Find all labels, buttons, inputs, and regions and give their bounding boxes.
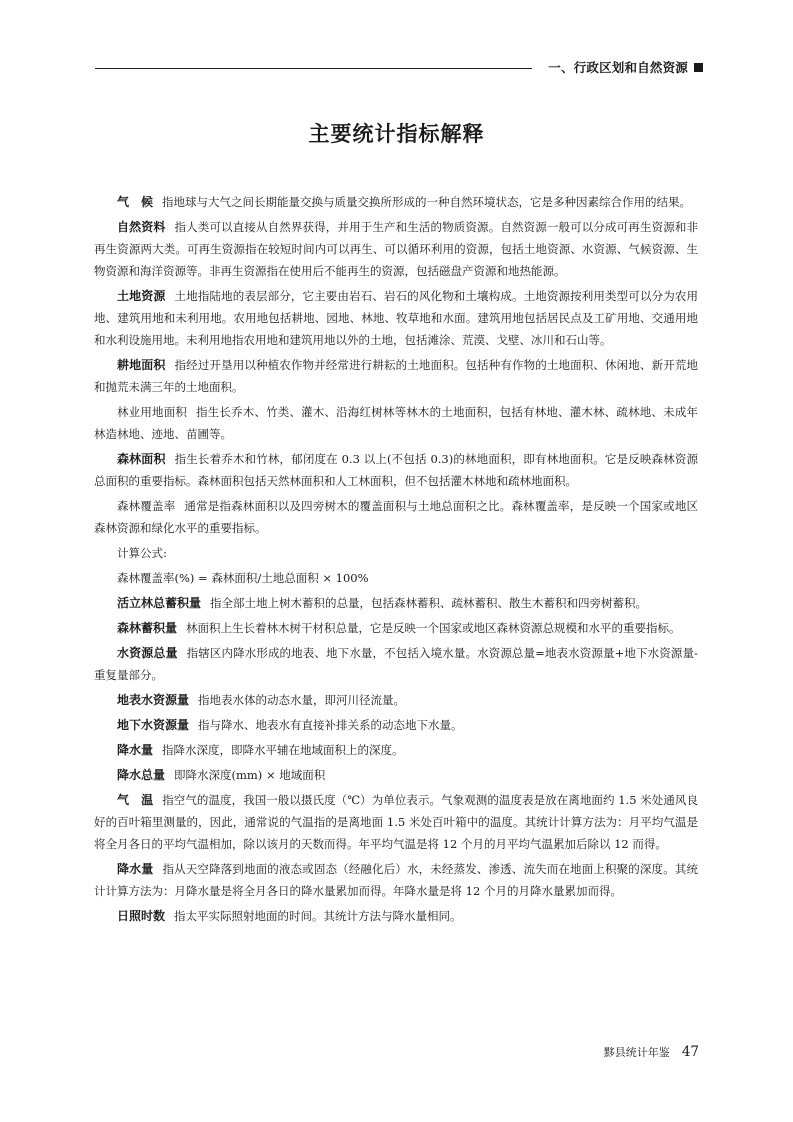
definition-text: 通常是指森林面积以及四旁树木的覆盖面积与土地总面积之比。森林覆盖率，是反映一个国家或地区森林资源和绿化水平的重要指标。 (94, 499, 698, 535)
definition-term: 气 候 (117, 195, 154, 209)
definition-term: 活立林总蓄积量 (117, 596, 202, 610)
publication-name: 黟县统计年鉴 (603, 1046, 670, 1059)
definition-term: 日照时数 (117, 909, 166, 923)
definition-term: 森林蓄积量 (117, 621, 178, 635)
definition-term: 森林覆盖率 (117, 499, 176, 513)
definition-paragraph (94, 285, 698, 351)
definition-text: 指生长着乔木和竹林，郁闭度在 0.3 以上(不包括 0.3)的林地面积，即有林地面积。它是反映森林资源总面积的重要指标。森林面积包括天然林面积和人工林面积，但不包括灌木林地和疏林地面积。 (94, 452, 698, 488)
definition-paragraph (94, 495, 698, 539)
definition-paragraph (94, 401, 698, 445)
definition-text: 土地指陆地的表层部分，它主要由岩石、岩石的风化物和土壤构成。土地资源按利用类型可以分为农用地、建筑用地和未利用地。农用地包括耕地、园地、林地、牧草地和水面。建筑用地包括居民点及工矿用地、交通用地和水利设施用地。未利用地指农用地和建筑用地以外的土地，包括滩涂、荒漠、戈壁、冰川和石山等。 (94, 289, 698, 347)
definition-text: 指人类可以直接从自然界获得，并用于生产和生活的物质资源。自然资源一般可以分成可再生资源和非再生资源两大类。可再生资源指在较短时间内可以再生、可以循环利用的资源，包括土地资源、水资源、气候资源、生物资源和海洋资源等。非再生资源指在使用后不能再生的资源，包括磁盘产资源和地热能源。 (94, 220, 698, 278)
definition-paragraph (94, 216, 698, 282)
definition-text: 林面积上生长着林木树干材积总量，它是反映一个国家或地区森林资源总规模和水平的重要指标。 (186, 621, 681, 635)
definition-paragraph (94, 592, 698, 614)
definition-text: 计算公式: (117, 546, 167, 560)
page-footer (604, 1044, 699, 1060)
definition-paragraph (94, 542, 698, 564)
definition-paragraph (94, 739, 698, 761)
definition-text: 指太平实际照射地面的时间。其统计方法与降水量相同。 (174, 909, 462, 923)
definition-paragraph (94, 567, 698, 589)
definition-term: 水资源总量 (117, 646, 178, 660)
header-rule (95, 68, 532, 69)
definition-paragraph (94, 617, 698, 639)
definition-text: 指生长乔木、竹类、灌木、沿海红树林等林木的土地面积，包括有林地、灌木林、疏林地、未成年林造林地、迹地、苗圃等。 (94, 405, 698, 441)
definition-text: 指全部土地上树木蓄积的总量，包括森林蓄积、疏林蓄积、散生木蓄积和四旁树蓄积。 (210, 596, 648, 610)
definition-text: 指地表水体的动态水量，即河川径流量。 (198, 693, 406, 707)
definition-text: 即降水深度(mm) × 地域面积 (174, 768, 326, 782)
definition-paragraph (94, 191, 698, 213)
definition-paragraph (94, 642, 698, 686)
definition-term: 林业用地面积 (117, 405, 188, 419)
definition-paragraph (94, 689, 698, 711)
definition-term: 自然资料 (117, 220, 166, 234)
definition-text: 指降水深度，即降水平辅在地域面积上的深度。 (162, 743, 404, 757)
definition-paragraph (94, 714, 698, 736)
running-header (548, 58, 703, 76)
definition-text: 指地球与大气之间长期能量交换与质量交换所形成的一种自然环境状态，它是多种因素综合作用的结果。 (162, 195, 692, 209)
definitions-body (94, 191, 698, 930)
definition-text: 指经过开垦用以种植农作物并经常进行耕耘的土地面积。包括种有作物的土地面积、休闲地、新开荒地和抛荒未满三年的土地面积。 (94, 358, 698, 394)
definition-text: 指辖区内降水形成的地表、地下水量，不包括入境水量。水资源总量=地表水资源量+地下水资源量-重复量部分。 (94, 646, 698, 682)
page-title: 主要统计指标解释 (308, 121, 485, 146)
definition-term: 气 温 (117, 793, 154, 807)
definition-term: 土地资源 (117, 289, 166, 303)
definition-term: 耕地面积 (117, 358, 166, 372)
definition-text: 指空气的温度，我国一般以摄氏度（℃）为单位表示。气象观测的温度表是放在离地面约 1.5 米处通风良好的百叶箱里测量的，因此，通常说的气温指的是离地面 1.5 米处百叶箱中的温度。其统计计算方法为：月平均气温是将全月各日的平均气温相加，除以该月的天数而得。年平均气温是将 12 个月的月平均气温累加后除以 12 而得。 (94, 793, 698, 851)
definition-paragraph (94, 354, 698, 398)
definition-text: 森林覆盖率(%) = 森林面积/土地总面积 × 100% (117, 571, 369, 585)
definition-paragraph (94, 789, 698, 855)
page-number: 47 (681, 1044, 699, 1060)
definition-term: 地表水资源量 (117, 693, 190, 707)
definition-term: 地下水资源量 (117, 718, 190, 732)
definition-paragraph (94, 905, 698, 927)
definition-text: 指与降水、地表水有直接补排关系的动态地下水量。 (198, 718, 463, 732)
square-marker-icon (694, 63, 703, 72)
definition-term: 森林面积 (117, 452, 166, 466)
definition-term: 降水量 (117, 743, 154, 757)
section-title: 一、行政区划和自然资源 (548, 60, 688, 75)
definition-paragraph (94, 858, 698, 902)
definition-paragraph (94, 764, 698, 786)
definition-term: 降水总量 (117, 768, 166, 782)
definition-term: 降水量 (117, 862, 154, 876)
definition-paragraph (94, 448, 698, 492)
definition-text: 指从天空降落到地面的液态或固态（经融化后）水，未经蒸发、渗透、流失而在地面上积聚的深度。其统计计算方法为：月降水量是将全月各日的降水量累加而得。年降水量是将 12 个月的月降水量累加而得。 (94, 862, 698, 898)
